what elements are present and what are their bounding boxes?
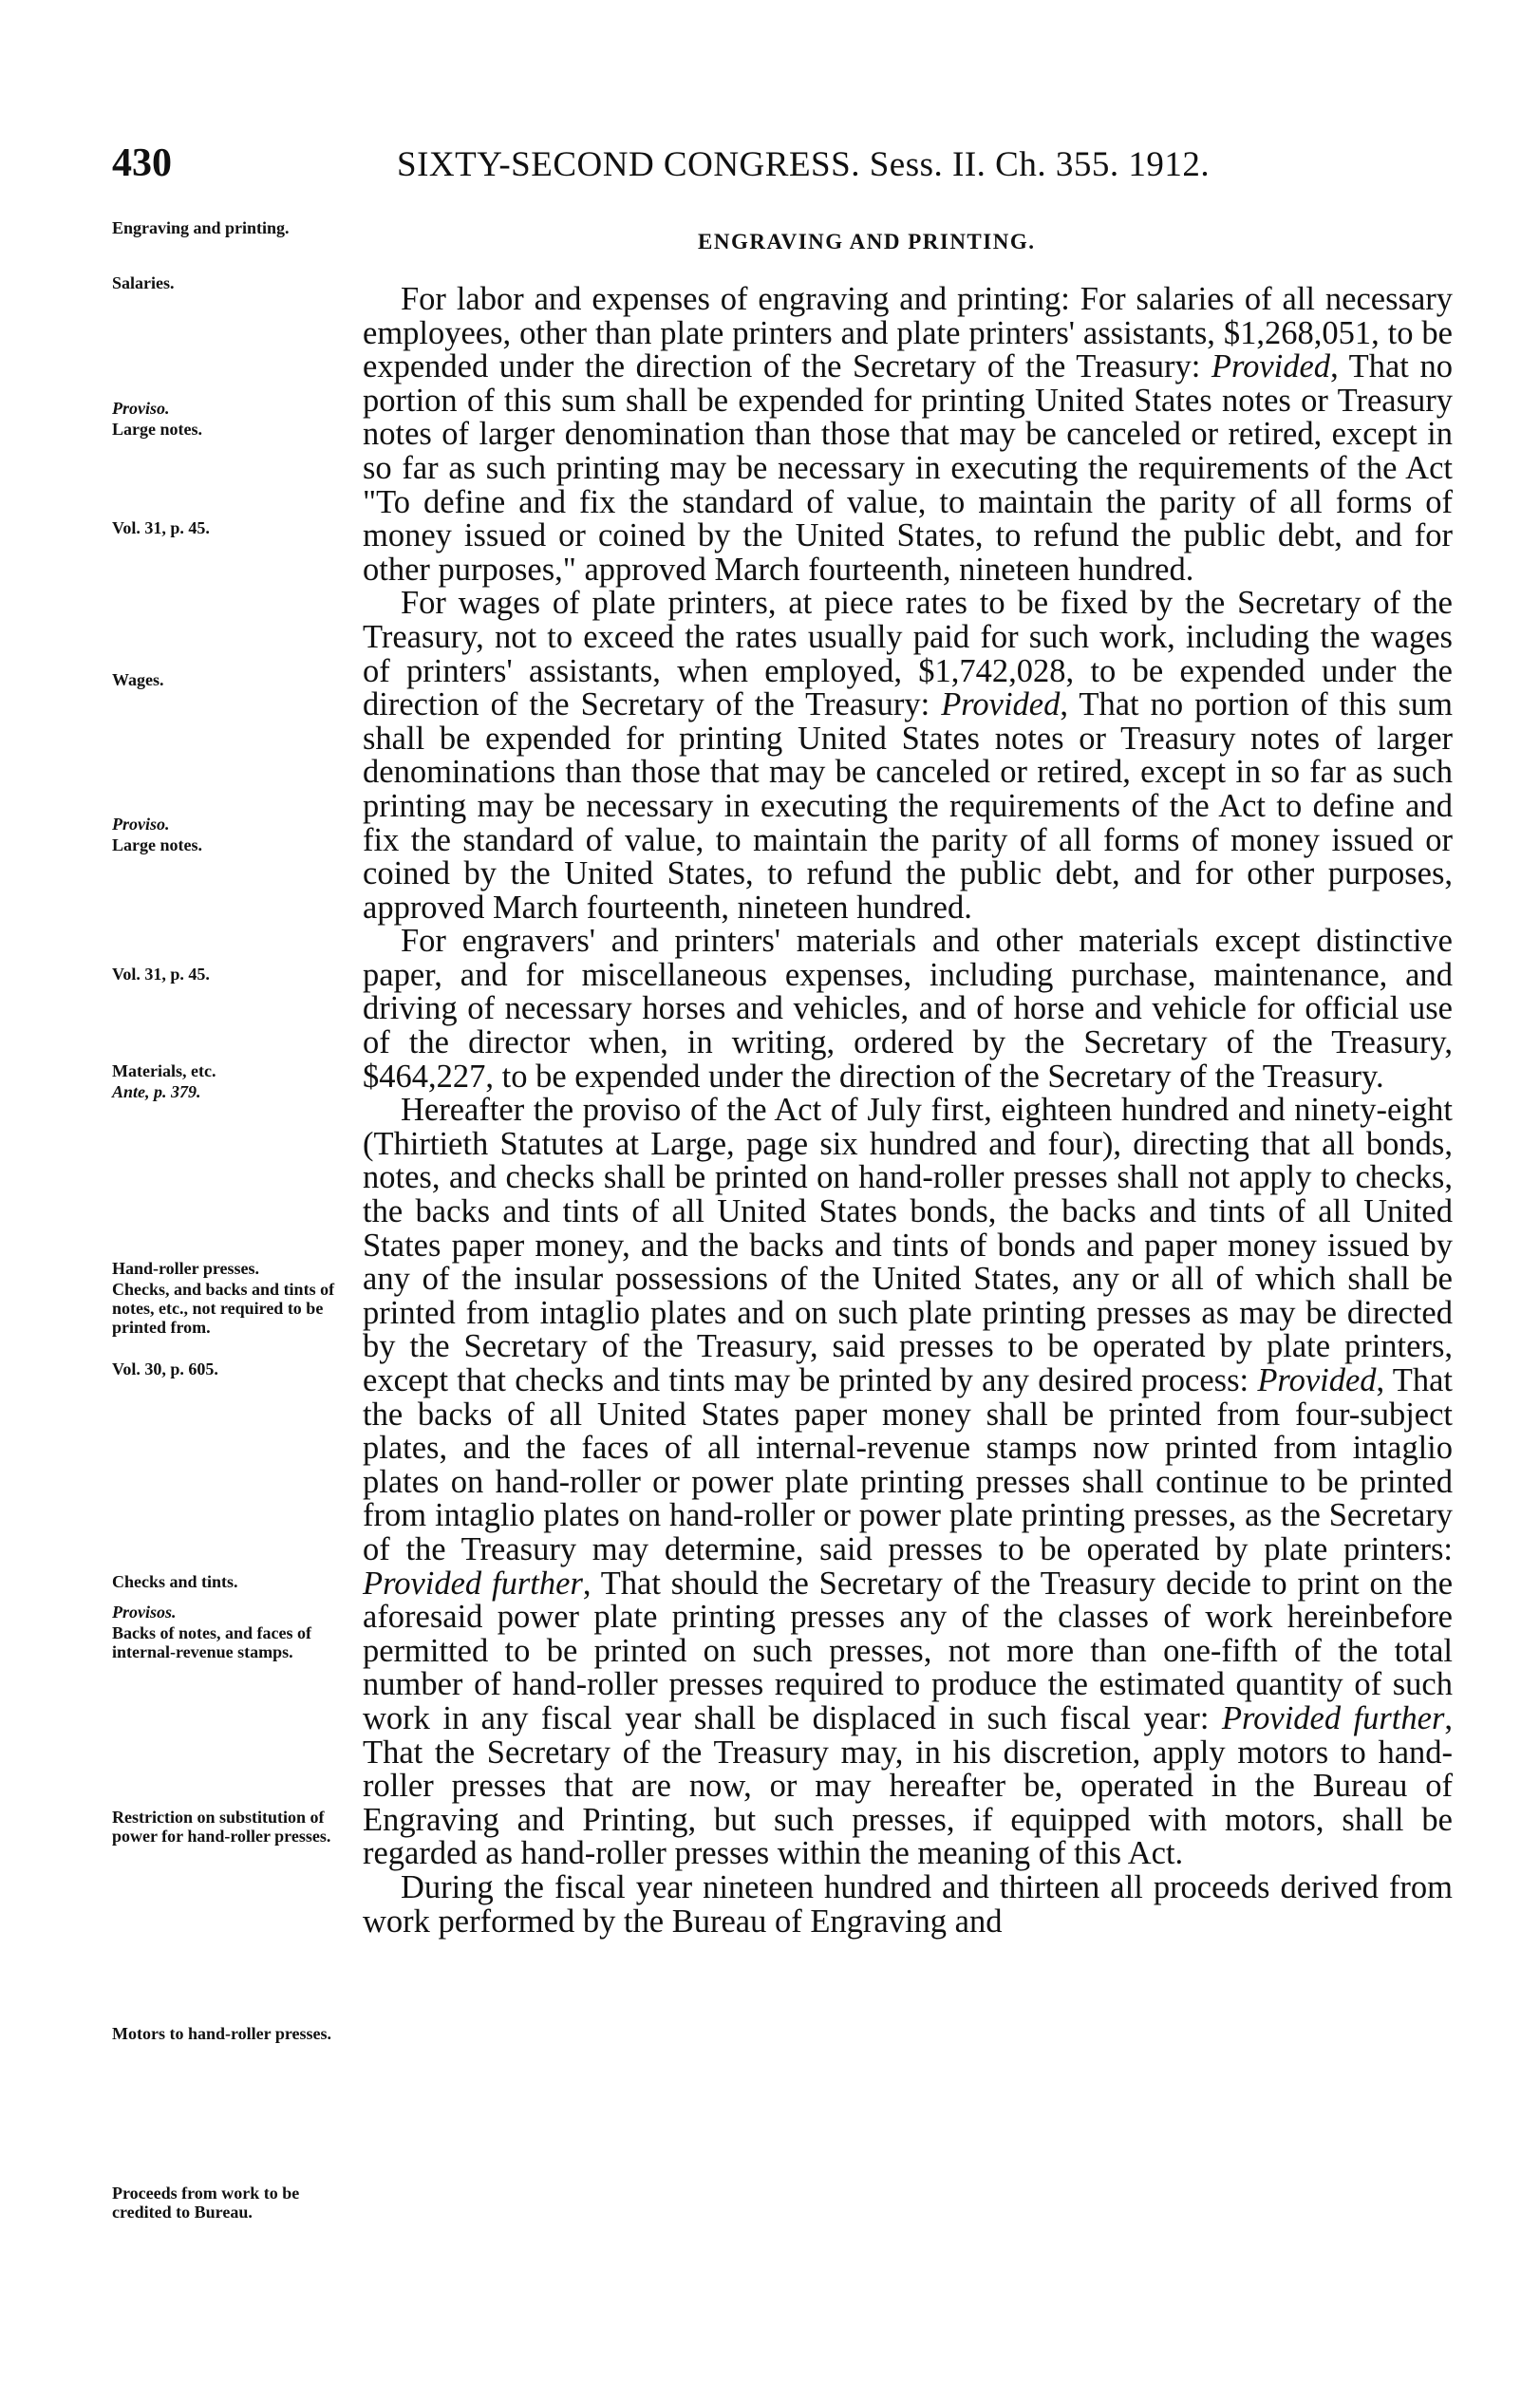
page-number: 430 [112, 141, 172, 185]
margin-note-large-notes: Large notes. [112, 420, 202, 439]
body-text [363, 283, 1453, 1939]
margin-note-proviso: Proviso. [112, 815, 170, 834]
margin-note-provisos: Provisos. [112, 1603, 177, 1622]
margin-note-backs-faces: Backs of notes, and faces of internal-revenue stamps. [112, 1623, 311, 1661]
margin-note-vol-ref: Vol. 30, p. 605. [112, 1359, 218, 1378]
margin-note-proceeds: Proceeds from work to be credited to Bureau. [112, 2184, 300, 2222]
paragraph-wages: For wages of plate printers, at piece rates to be fixed by the Secretary of the Treasury, not to exceed the rates usually paid for such work, including the wages of printers' assistants, when employed, $1,742,028, to be expended under the direction of the Secretary of the Treasury: Provided, That no portion of this sum shall be expended for printing United States notes or Treasury notes of larger denominations than those that may be canceled or retired, except in so far as such printing may be necessary in executing the requirements of the Act to define and fix the standard of value, to maintain the parity of all forms of money issued or coined by the United States, to refund the public debt, and for other purposes, approved March fourteenth, nineteen hundred. [363, 585, 1454, 926]
paragraph-proceeds: During the fiscal year nineteen hundred and thirteen all proceeds derived from work performed by the Bureau of Engraving and [363, 1868, 1453, 1940]
margin-note-hand-roller: Hand-roller presses. [112, 1259, 260, 1278]
margin-note-engraving: Engraving and printing. [112, 218, 290, 237]
paragraph-hand-roller: Hereafter the proviso of the Act of July first, eighteen hundred and ninety-eight (Thirtieth Statutes at Large, page six hundred and four), directing that all bonds, notes, and checks shall be printed on hand-roller presses shall not apply to checks, the backs and tints of all United States bonds, the backs and tints of all United States paper money, and the backs and tints of bonds and paper money issued by any of the insular possessions of the United States, any or all of which shall be printed from intaglio plates and on such plate printing presses as may be directed by the Secretary of the Treasury, said presses to be operated by plate printers, except that checks and tints may be printed by any desired process: Provided, That the backs of all United States paper money shall be printed from four-subject plates, and the faces of all internal-revenue stamps now printed from intaglio plates on hand-roller or power plate printing presses shall continue to be printed from intaglio plates on hand-roller or power plate printing presses, as the Secretary of the Treasury may determine, said presses to be operated by plate printers: Provided further, That should the Secretary of the Treasury decide to print on the aforesaid power plate printing presses any of the classes of work hereinbefore permitted to be printed on such presses, not more than one-fifth of the total number of hand-roller presses required to produce the estimated quantity of such work in any fiscal year shall be displaced in such fiscal year: Provided further, That the Secretary of the Treasury may, in his discretion, apply motors to hand-roller presses that are now, or may hereafter be, operated in the Bureau of Engraving and Printing, but such presses, if equipped with motors, shall be regarded as hand-roller presses within the meaning of this Act. [363, 1092, 1454, 1872]
paragraph-materials: For engravers' and printers' materials and other materials except distinctive paper, and for miscellaneous expenses, including purchase, maintenance, and driving of necessary horses and vehicles, and of horse and vehicle for official use of the director when, in writing, ordered by the Secretary of the Treasury, $464,227, to be expended under the direction of the Secretary of the Treasury. [363, 923, 1453, 1095]
paragraph-salaries: For labor and expenses of engraving and printing: For salaries of all necessary employees, other than plate printers and plate printers' assistants, $1,268,051, to be expended under the direction of the Secretary of the Treasury: Provided, That no portion of this sum shall be expended for printing United States notes or Treasury notes of larger denomination than those that may be canceled or retired, except in so far as such printing may be necessary in executing the requirements of the Act "To define and fix the standard of value, to maintain the parity of all forms of money issued or coined by the United States, to refund the public debt, and for other purposes," approved March fourteenth, nineteen hundred. [363, 281, 1453, 588]
section-heading: ENGRAVING AND PRINTING. [698, 230, 1036, 253]
margin-note-large-notes: Large notes. [112, 835, 202, 854]
margin-note-materials: Materials, etc. [112, 1061, 216, 1080]
margin-note-checks-tints: Checks and tints. [112, 1572, 238, 1591]
margin-note-restriction: Restriction on substitution of power for hand-roller presses. [112, 1808, 331, 1846]
running-head: SIXTY-SECOND CONGRESS. Sess. II. Ch. 355. 1912. [397, 145, 1211, 184]
margin-notes [112, 218, 361, 2335]
page-header [112, 141, 1456, 197]
margin-note-wages: Wages. [112, 670, 164, 689]
margin-note-ante-ref: Ante, p. 379. [112, 1082, 201, 1101]
margin-note-vol-ref: Vol. 31, p. 45. [112, 965, 210, 984]
margin-note-checks-backs: Checks, and backs and tints of notes, etc., not required to be printed from. [112, 1280, 335, 1337]
margin-note-salaries: Salaries. [112, 273, 175, 292]
margin-note-proviso: Proviso. [112, 399, 170, 418]
margin-note-vol-ref: Vol. 31, p. 45. [112, 518, 210, 537]
margin-note-motors: Motors to hand-roller presses. [112, 2024, 331, 2043]
